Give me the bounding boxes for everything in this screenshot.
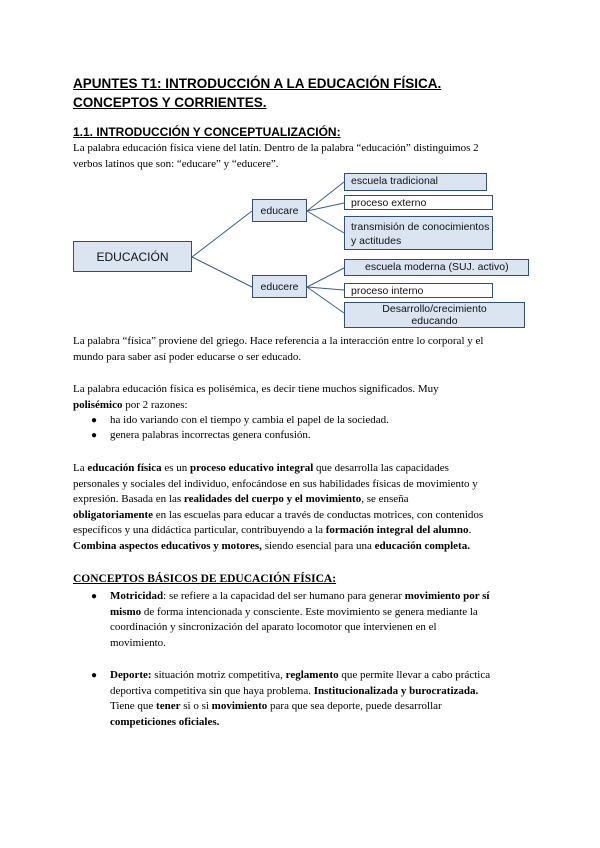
polisemia-paragraph xyxy=(73,382,533,413)
bullet-icon: ● xyxy=(91,670,98,681)
connector-educere-item3 xyxy=(307,287,344,313)
polisemia-line-2: polisémico por 2 razones: xyxy=(73,398,188,411)
polisemia-bullet-2: ● genera palabras incorrectas genera confusión. xyxy=(110,428,311,444)
motricidad-item: ● Motricidad: se refiere a la capacidad del ser humano para generar movimiento por sí mismo de forma intencionada y consciente. Este movimiento se genera mediante la coordinación y sincronización del aparato locomotor que intervienen en el movimiento. xyxy=(91,590,490,649)
fisica-paragraph xyxy=(73,334,533,365)
section-heading-conceptos: CONCEPTOS BÁSICOS DE EDUCACIÓN FÍSICA: xyxy=(73,573,337,585)
definition-paragraph: La educación física es un proceso educativo integral que desarrolla las capacidades personales y sociales del individuo, enfocándose en sus habilidades físicas de movimiento y expresión. Basada en las realidades del cuerpo y el movimiento, se enseña obligatoriamente en las escuelas para educar a través de conductas motrices, con contenidos específicos y una didáctica particular, contribuyendo a la formación integral del alumno. Combina aspectos educativos y motores, siendo esencial para una educación completa. xyxy=(73,462,484,552)
fisica-line-2: mundo para saber así poder educarse o ser educado. xyxy=(73,350,302,363)
polisemia-line-1: La palabra educación física es polisémica, es decir tiene muchos significados. Muy xyxy=(73,383,439,395)
polisemia-bullet-1: ● ha ido variando con el tiempo y cambia el papel de la sociedad. xyxy=(110,413,389,429)
connector-educere-item2 xyxy=(307,287,344,290)
diagram-educere-box: educere xyxy=(252,275,307,298)
connector-educare-item3 xyxy=(307,211,344,233)
connector-educere-item1 xyxy=(307,268,344,287)
intro-line-1: La palabra educación física viene del latín. Dentro de la palabra “educación” distinguimos 2 xyxy=(73,142,479,154)
diagram-educere-item-1: escuela moderna (SUJ. activo) xyxy=(344,259,529,276)
section-heading-intro: 1.1. INTRODUCCIÓN Y CONCEPTUALIZACIÓN: xyxy=(73,125,341,139)
polisemico-bold: polisémico xyxy=(73,398,123,411)
diagram-educare-box: educare xyxy=(252,199,307,222)
diagram-educare-item-2: proceso externo xyxy=(344,195,493,210)
diagram-educere-item-3: Desarrollo/crecimiento educando xyxy=(344,302,525,328)
diagram-educare-item-1: escuela tradicional xyxy=(344,173,487,191)
intro-line-2: verbos latinos que son: “educare” y “educere”. xyxy=(73,157,279,170)
fisica-line-1: La palabra “física” proviene del griego. Hace referencia a la interacción entre lo corporal y el xyxy=(73,335,484,347)
title-line-1: APUNTES T1: INTRODUCCIÓN A LA EDUCACIÓN FÍSICA. xyxy=(73,76,442,91)
diagram-educare-item-3: transmisión de conocimientos y actitudes xyxy=(344,216,493,250)
title-line-2: CONCEPTOS Y CORRIENTES. xyxy=(73,95,267,110)
diagram-root-box: EDUCACIÓN xyxy=(73,241,192,272)
bullet-icon: ● xyxy=(91,415,98,426)
bullet-icon: ● xyxy=(91,430,98,441)
bullet-icon: ● xyxy=(91,591,98,602)
diagram-educere-item-2: proceso interno xyxy=(344,283,493,298)
connector-root-educere xyxy=(192,257,252,287)
connector-root-educare xyxy=(192,211,252,257)
deporte-item: ● Deporte: situación motriz competitiva, reglamento que permite llevar a cabo práctica deportiva competitiva sin que haya problema. Institucionalizada y burocratizada. Tiene que tener si o si movimiento para que sea deporte, puede desarrollar competiciones oficiales. xyxy=(91,669,491,728)
